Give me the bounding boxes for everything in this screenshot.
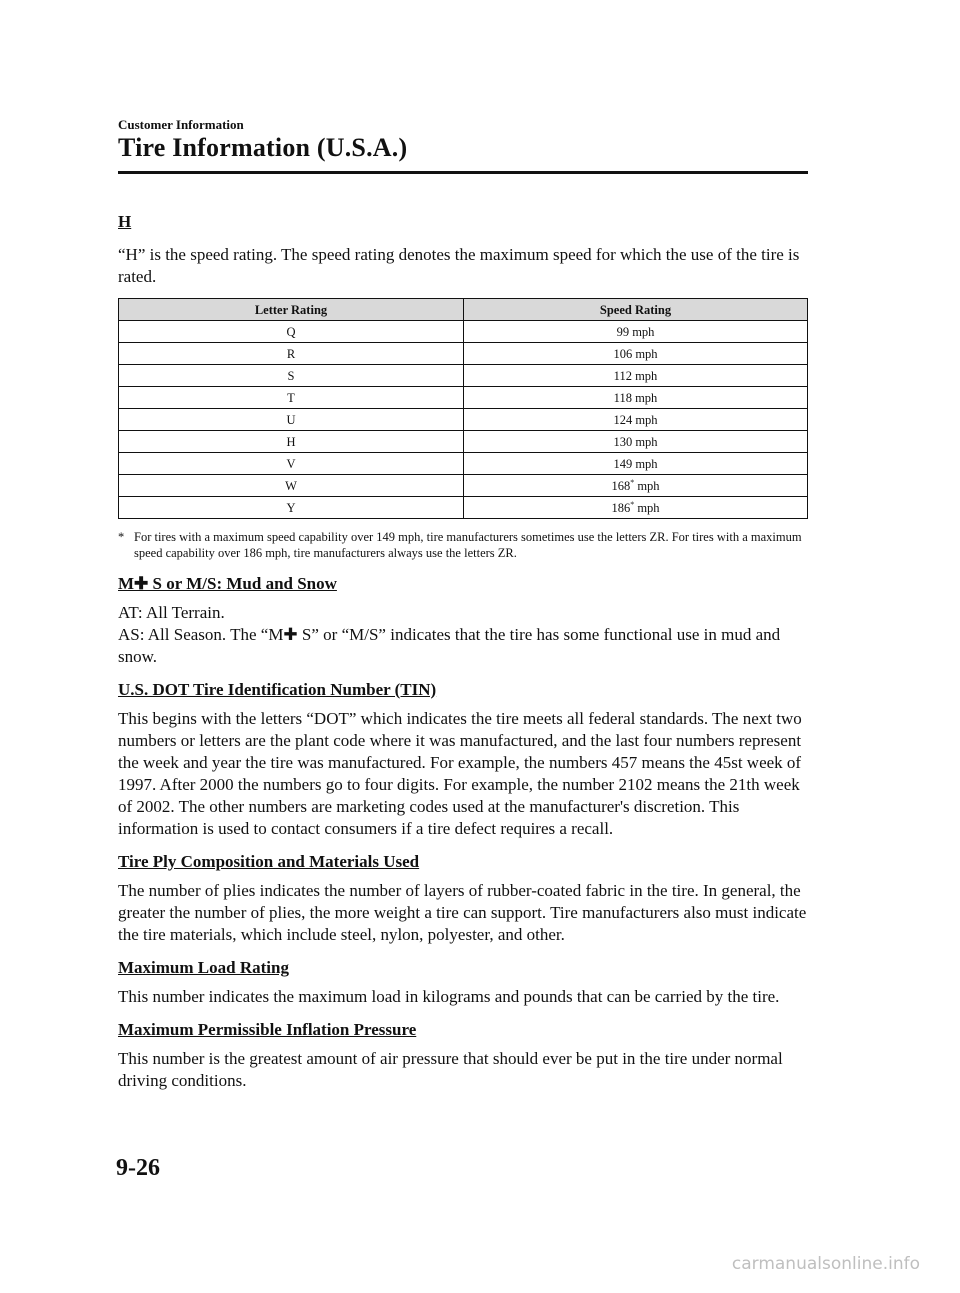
speed-rating-cell: [464, 343, 808, 365]
section-paragraph: The number of plies indicates the number of layers of rubber-coated fabric in the tire. In general, the greater the number of plies, the more weight a tire can support. Tire manufacturers also must indicate the tire materials, which include steel, nylon, polyester, and other.: [118, 880, 807, 944]
table-row: [119, 431, 808, 453]
section-paragraph: This begins with the letters “DOT” which indicates the tire meets all federal standards. The next two numbers or letters are the plant code where it was manufactured, and the last four numbers represent the week and year the tire was manufactured. For example, the numbers 457 means the 45st week of 1997. After 2000 the numbers go to four digits. For example, the number 2102 means the 21th week of 2002. The other numbers are marketing codes used at the manufacturer's discretion. This information is used to contact consumers if a tire defect requires a recall.: [118, 708, 802, 838]
speed-value: 118 mph: [613, 390, 658, 405]
table-row: [119, 387, 808, 409]
section-mud-snow: [118, 574, 810, 668]
section-label: Customer Information: [118, 117, 244, 132]
speed-rating-cell: [464, 453, 808, 475]
section-paragraph: AS: All Season. The “M✚ S” or “M/S” indicates that the tire has some functional use in mud and snow.: [118, 624, 781, 666]
section-load: [118, 958, 810, 1008]
watermark: carmanualsonline.info: [731, 1254, 920, 1274]
speed-value: 124 mph: [613, 412, 658, 427]
table-row: [119, 475, 808, 497]
section-paragraph: This number indicates the maximum load in kilograms and pounds that can be carried by the tire.: [118, 986, 780, 1006]
section-heading: M✚ S or M/S: Mud and Snow: [118, 573, 337, 593]
speed-rating-description: “H” is the speed rating. The speed rating denotes the maximum speed for which the use of the tire is rated.: [118, 245, 800, 286]
table-row: [119, 365, 808, 387]
letter-rating-cell: V: [119, 453, 464, 475]
section-heading: Maximum Permissible Inflation Pressure: [118, 1019, 417, 1039]
title-divider: [118, 171, 808, 174]
speed-rating-cell: [464, 475, 808, 497]
table-row: [119, 409, 808, 431]
table-row: [119, 321, 808, 343]
letter-rating-cell: U: [119, 409, 464, 431]
speed-rating-table: [118, 298, 808, 519]
speed-rating-cell: [464, 497, 808, 519]
speed-unit: mph: [634, 478, 660, 493]
section-heading: Maximum Load Rating: [118, 957, 289, 977]
letter-rating-cell: Q: [119, 321, 464, 343]
column-header-letter: Letter Rating: [119, 299, 464, 321]
footnote-text: For tires with a maximum speed capability over 149 mph, tire manufacturers sometimes use the letters ZR. For tires with a maximum speed capability over 186 mph, tire manufacturers always use the letters ZR.: [134, 530, 802, 560]
footnote-marker: *: [118, 530, 125, 544]
section-paragraph: This number is the greatest amount of air pressure that should ever be put in the tire under normal driving conditions.: [118, 1048, 783, 1090]
speed-value: 149 mph: [613, 456, 658, 471]
table-row: [119, 453, 808, 475]
section-heading: U.S. DOT Tire Identification Number (TIN): [118, 679, 437, 699]
table-row: [119, 343, 808, 365]
speed-rating-cell: [464, 409, 808, 431]
section-pressure: [118, 1020, 810, 1092]
speed-value: 106 mph: [613, 346, 658, 361]
letter-rating-cell: T: [119, 387, 464, 409]
content: [118, 206, 810, 1092]
speed-rating-cell: [464, 387, 808, 409]
section-paragraph: AT: All Terrain.: [118, 602, 225, 622]
table-body: [119, 321, 808, 519]
speed-value: 99 mph: [616, 324, 655, 339]
speed-value: 112 mph: [613, 368, 658, 383]
speed-value: 130 mph: [613, 434, 658, 449]
column-header-speed: Speed Rating: [464, 299, 808, 321]
footnote-reference: *: [630, 477, 635, 487]
letter-rating-cell: S: [119, 365, 464, 387]
table-footnote: [118, 529, 810, 561]
speed-rating-heading: H: [118, 212, 132, 231]
speed-value: 186: [611, 500, 631, 515]
speed-unit: mph: [634, 500, 660, 515]
speed-value: 168: [611, 478, 631, 493]
table-header-row: [119, 299, 808, 321]
speed-rating-cell: [464, 321, 808, 343]
letter-rating-cell: W: [119, 475, 464, 497]
section-tin: [118, 680, 810, 840]
section-ply: [118, 852, 810, 946]
sections: [118, 574, 810, 1092]
page-title: Tire Information (U.S.A.): [118, 133, 408, 162]
letter-rating-cell: Y: [119, 497, 464, 519]
letter-rating-cell: R: [119, 343, 464, 365]
section-heading: Tire Ply Composition and Materials Used: [118, 851, 420, 871]
footnote-reference: *: [630, 499, 635, 509]
table-row: [119, 497, 808, 519]
letter-rating-cell: H: [119, 431, 464, 453]
speed-rating-cell: [464, 431, 808, 453]
speed-rating-cell: [464, 365, 808, 387]
page-number: 9-26: [116, 1155, 160, 1181]
